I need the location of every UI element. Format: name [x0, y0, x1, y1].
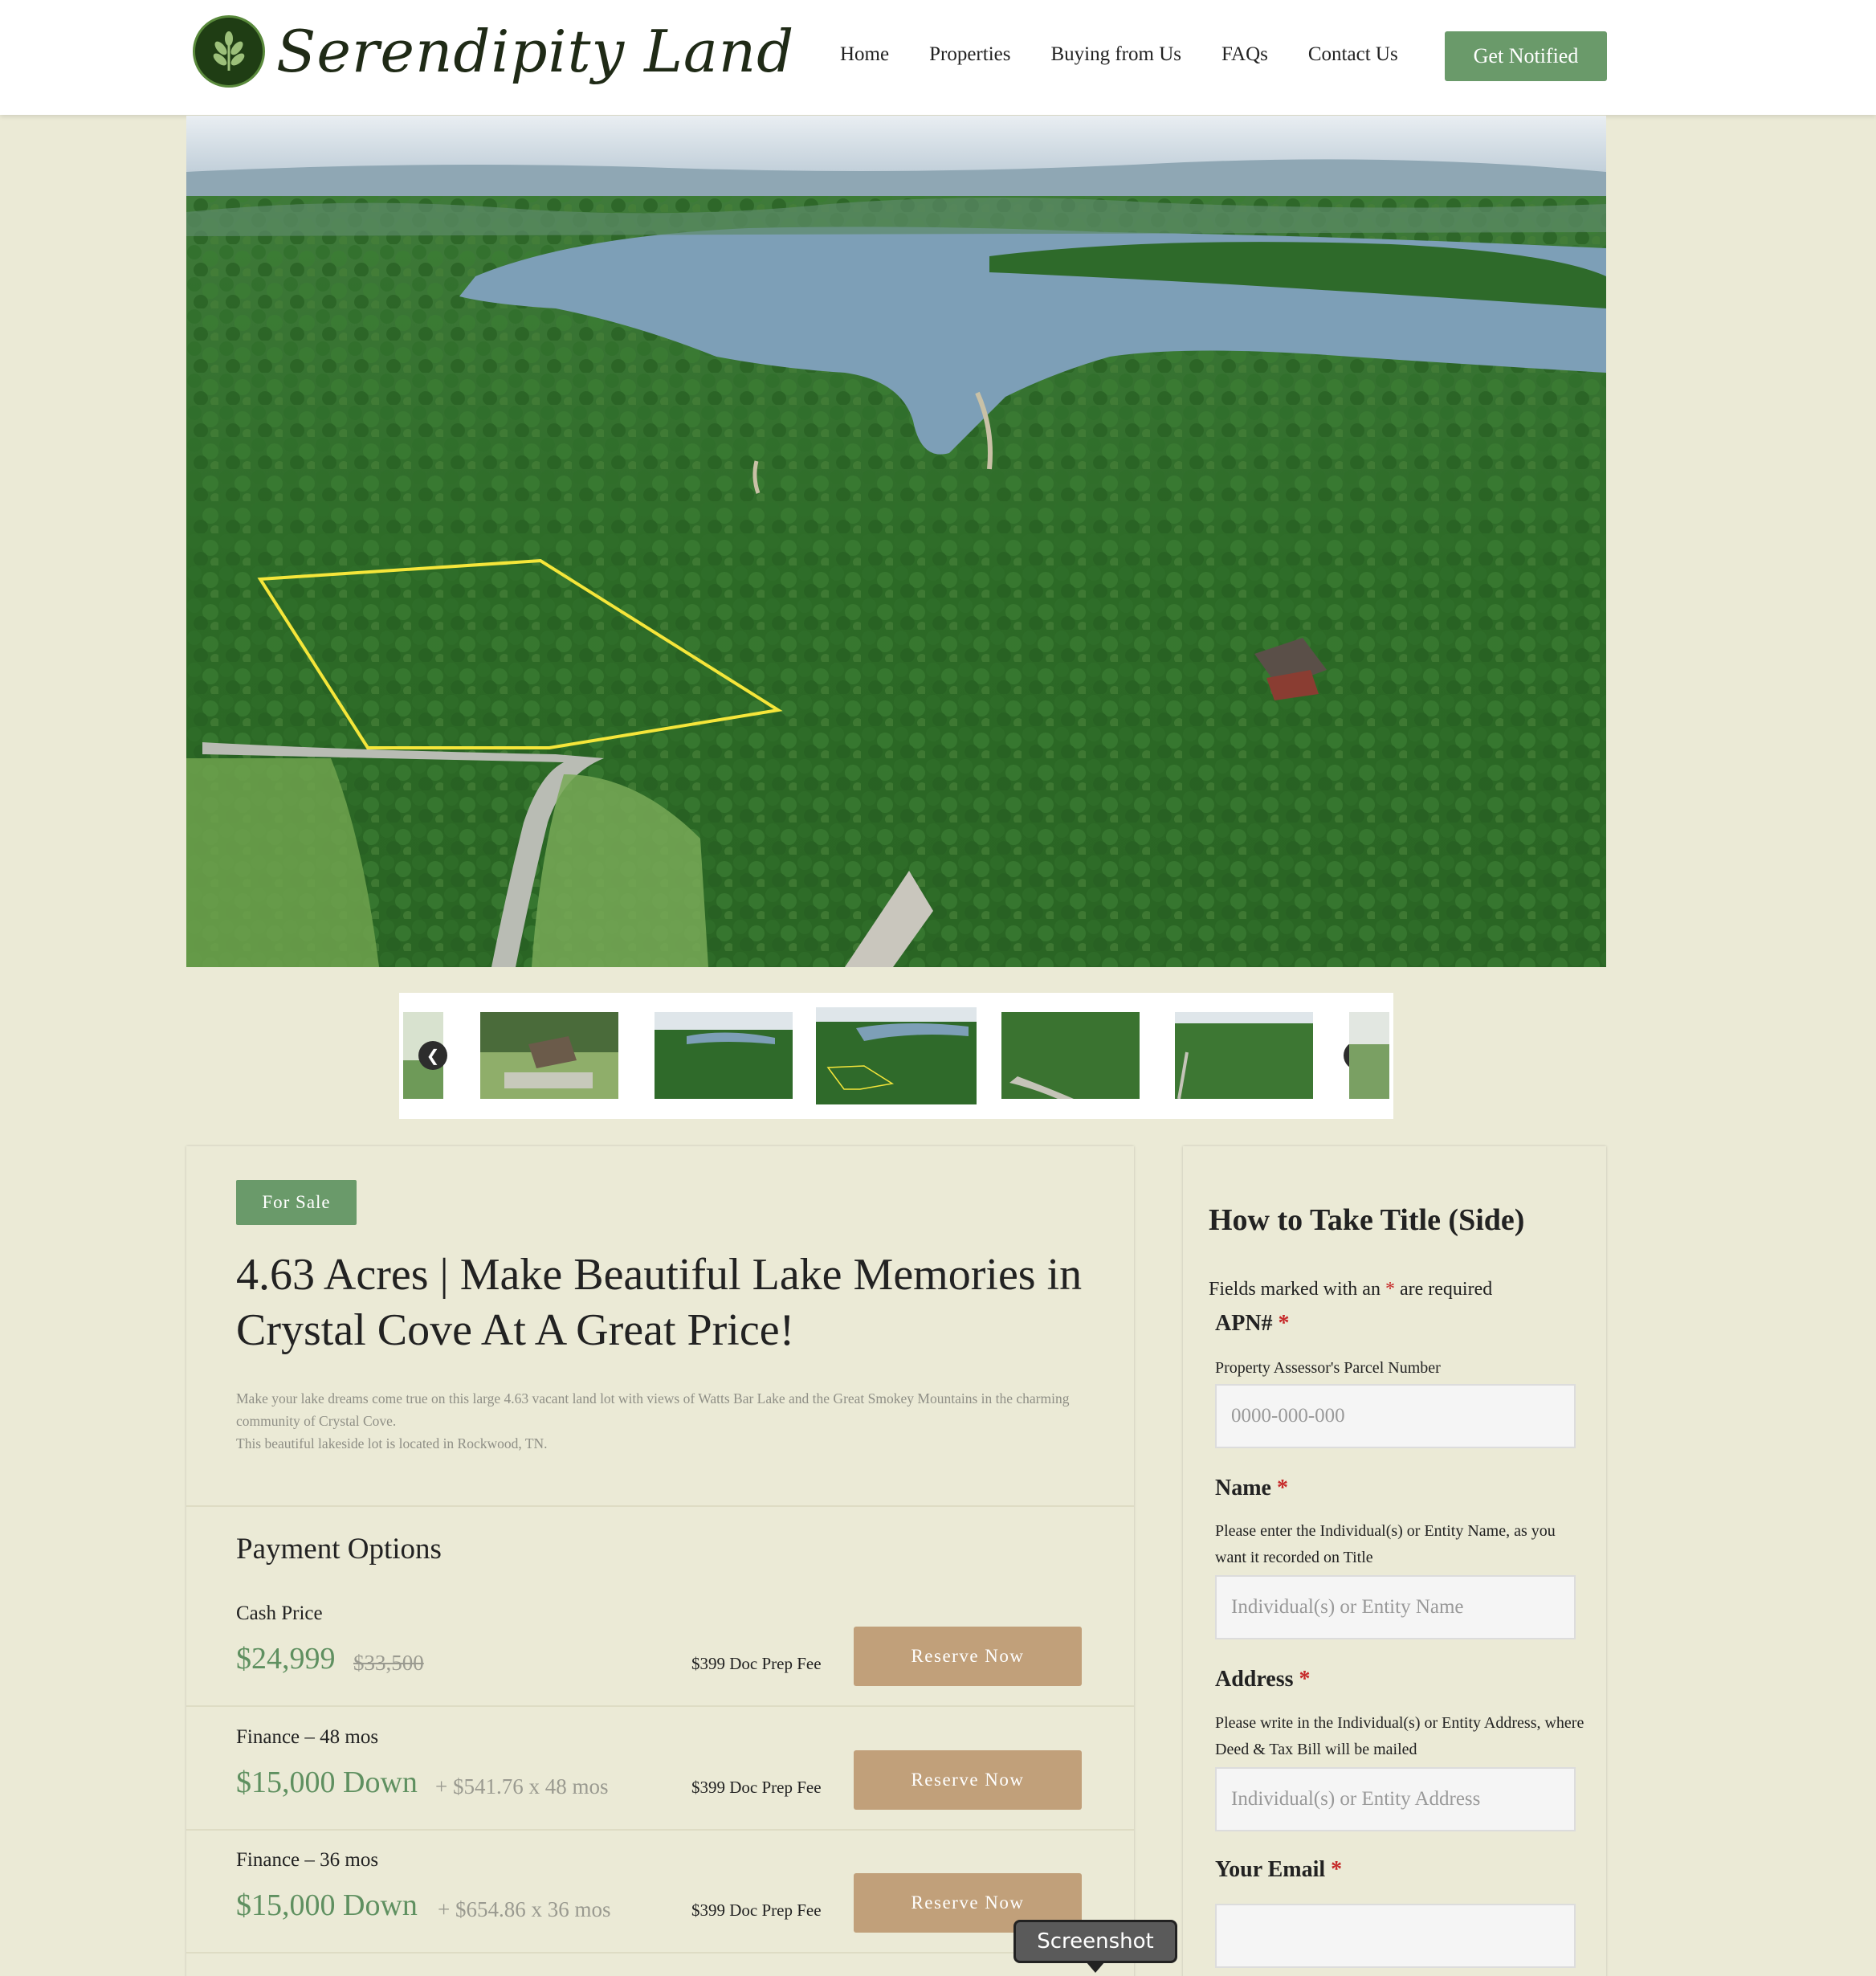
- address-input[interactable]: Individual(s) or Entity Address: [1215, 1767, 1576, 1831]
- name-input[interactable]: Individual(s) or Entity Name: [1215, 1575, 1576, 1639]
- payment-option-label: Finance – 36 mos: [236, 1849, 379, 1871]
- doc-prep-fee: $399 Doc Prep Fee: [691, 1778, 822, 1797]
- reserve-now-button[interactable]: Reserve Now: [854, 1873, 1082, 1933]
- required-star: *: [1385, 1279, 1395, 1300]
- nav-buying-from-us[interactable]: Buying from Us: [1050, 43, 1181, 65]
- site-header: [0, 0, 1876, 115]
- divider: [186, 1705, 1134, 1707]
- email-label-text: Your Email: [1215, 1857, 1326, 1882]
- address-label: [1215, 1667, 1311, 1692]
- tooltip-tail: [1086, 1962, 1105, 1973]
- payment-option-price: $24,999: [236, 1642, 336, 1676]
- nav-faqs[interactable]: FAQs: [1221, 43, 1268, 65]
- listing-description: [236, 1387, 1111, 1455]
- thumbnail-5[interactable]: [1175, 1012, 1313, 1099]
- reserve-now-button[interactable]: Reserve Now: [854, 1750, 1082, 1810]
- divider: [186, 1829, 1134, 1831]
- name-label-text: Name: [1215, 1476, 1271, 1500]
- email-input[interactable]: [1215, 1904, 1576, 1968]
- nav-home[interactable]: Home: [840, 43, 890, 65]
- get-notified-button[interactable]: Get Notified: [1445, 31, 1607, 81]
- hero-image: [186, 116, 1606, 967]
- monthly-payment: + $654.86 x 36 mos: [438, 1897, 611, 1921]
- logo-text: Serendipity Land: [276, 18, 795, 85]
- required-star: *: [1331, 1857, 1343, 1882]
- take-title-form: [1183, 1146, 1606, 1976]
- thumbnail-carousel: [399, 993, 1393, 1119]
- doc-prep-fee: $399 Doc Prep Fee: [691, 1900, 822, 1920]
- thumbnail-2[interactable]: [655, 1012, 793, 1099]
- reserve-now-button[interactable]: Reserve Now: [854, 1627, 1082, 1686]
- divider: [186, 1505, 1134, 1507]
- name-label: [1215, 1476, 1288, 1501]
- thumbnail-4[interactable]: [1001, 1012, 1140, 1099]
- screenshot-tooltip: Screenshot: [1013, 1920, 1177, 1963]
- name-help: Please enter the Individual(s) or Entity Name, as you want it recorded on Title: [1215, 1522, 1556, 1566]
- thumbnail-3-active[interactable]: [816, 1007, 977, 1104]
- description-line-2: This beautiful lakeside lot is located in Rockwood, TN.: [236, 1435, 548, 1451]
- carousel-prev-arrow-icon[interactable]: ❮: [418, 1041, 447, 1070]
- payment-option-label: Cash Price: [236, 1602, 323, 1624]
- address-help: Please write in the Individual(s) or Entity Address, where Deed & Tax Bill will be mailed: [1215, 1714, 1584, 1758]
- apn-input[interactable]: 0000-000-000: [1215, 1384, 1576, 1448]
- thumbnail-partial-right[interactable]: [1349, 1012, 1389, 1099]
- leaf-logo-icon: [193, 15, 265, 88]
- thumbnail-1[interactable]: [480, 1012, 618, 1099]
- listing-card: [186, 1146, 1134, 1976]
- logo[interactable]: [193, 14, 794, 88]
- description-line-1: Make your lake dreams come true on this large 4.63 vacant land lot with views of Watts Bar Lake and the Great Smokey Mountains in the charming community of Crystal Cove.: [236, 1390, 1070, 1429]
- required-star: *: [1299, 1667, 1311, 1692]
- payment-option-price: $15,000 Down: [236, 1888, 418, 1922]
- monthly-payment: + $541.76 x 48 mos: [435, 1774, 609, 1798]
- required-note: [1209, 1279, 1492, 1300]
- nav-properties[interactable]: Properties: [929, 43, 1011, 65]
- email-label: [1215, 1857, 1342, 1883]
- address-label-text: Address: [1215, 1667, 1294, 1692]
- divider: [186, 1952, 1134, 1954]
- status-badge: For Sale: [236, 1180, 357, 1225]
- doc-prep-fee: $399 Doc Prep Fee: [691, 1654, 822, 1673]
- payment-option-price: $15,000 Down: [236, 1766, 418, 1799]
- apn-label-text: APN#: [1215, 1311, 1273, 1336]
- nav-contact-us[interactable]: Contact Us: [1307, 43, 1398, 65]
- required-star: *: [1278, 1311, 1290, 1336]
- original-price: $33,500: [353, 1651, 424, 1675]
- required-star: *: [1276, 1476, 1288, 1500]
- payment-options-heading: Payment Options: [236, 1533, 442, 1566]
- listing-title: 4.63 Acres | Make Beautiful Lake Memories in Crystal Cove At A Great Price!: [236, 1250, 1083, 1355]
- apn-label: [1215, 1311, 1290, 1337]
- form-title: How to Take Title (Side): [1209, 1203, 1525, 1237]
- required-note-suffix: are required: [1399, 1279, 1493, 1300]
- apn-help: Property Assessor's Parcel Number: [1215, 1359, 1441, 1377]
- main-nav: [840, 32, 1438, 77]
- payment-option-label: Finance – 48 mos: [236, 1726, 379, 1748]
- required-note-prefix: Fields marked with an: [1209, 1279, 1380, 1300]
